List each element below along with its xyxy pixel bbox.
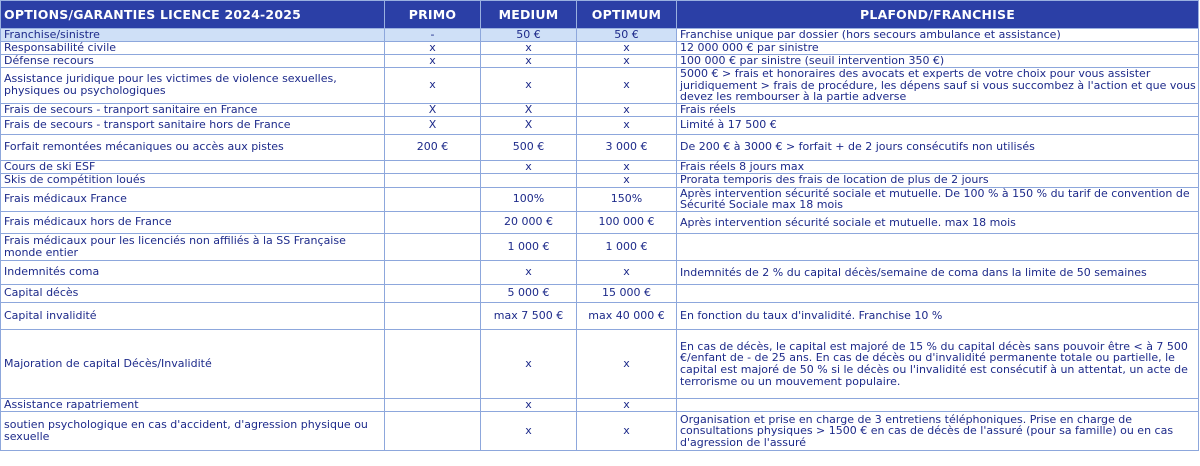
row-label: soutien psychologique en cas d'accident, d'agression physique ou sexuelle: [1, 411, 385, 450]
cell-medium: 500 €: [481, 134, 577, 160]
table-row: [1, 173, 1199, 187]
table-row: [1, 160, 1199, 173]
cell-medium: x: [481, 42, 577, 55]
row-label: Défense recours: [1, 55, 385, 68]
table-row: [1, 260, 1199, 284]
table-row: [1, 103, 1199, 116]
table-header-row: [1, 1, 1199, 29]
cell-optimum: 1 000 €: [577, 233, 677, 260]
cell-plafond: Après intervention sécurité sociale et mutuelle. De 100 % à 150 % du tarif de convention de Sécurité Sociale max 18 mois: [677, 187, 1199, 211]
cell-primo: [385, 187, 481, 211]
cell-medium: x: [481, 411, 577, 450]
table-row: [1, 284, 1199, 302]
header-primo: PRIMO: [385, 1, 481, 29]
cell-primo: X: [385, 116, 481, 134]
cell-medium: max 7 500 €: [481, 302, 577, 329]
cell-plafond: 100 000 € par sinistre (seuil intervention 350 €): [677, 55, 1199, 68]
cell-optimum: x: [577, 398, 677, 411]
header-optimum: OPTIMUM: [577, 1, 677, 29]
row-label: Skis de compétition loués: [1, 173, 385, 187]
cell-medium: x: [481, 160, 577, 173]
cell-primo: [385, 284, 481, 302]
cell-plafond: 12 000 000 € par sinistre: [677, 42, 1199, 55]
cell-medium: [481, 173, 577, 187]
cell-plafond: [677, 233, 1199, 260]
cell-optimum: x: [577, 116, 677, 134]
cell-optimum: 100 000 €: [577, 211, 677, 233]
table-row: [1, 42, 1199, 55]
cell-optimum: 3 000 €: [577, 134, 677, 160]
table-row: [1, 329, 1199, 398]
cell-primo: x: [385, 68, 481, 104]
cell-plafond: De 200 € à 3000 € > forfait + de 2 jours consécutifs non utilisés: [677, 134, 1199, 160]
cell-optimum: max 40 000 €: [577, 302, 677, 329]
row-label: Frais médicaux hors de France: [1, 211, 385, 233]
table-row: [1, 233, 1199, 260]
row-label: Frais de secours - tranport sanitaire en France: [1, 103, 385, 116]
table-row: [1, 211, 1199, 233]
cell-medium: x: [481, 55, 577, 68]
row-label: Responsabilité civile: [1, 42, 385, 55]
cell-medium: X: [481, 103, 577, 116]
row-label: Indemnités coma: [1, 260, 385, 284]
row-label: Franchise/sinistre: [1, 29, 385, 42]
cell-plafond: Prorata temporis des frais de location de plus de 2 jours: [677, 173, 1199, 187]
cell-optimum: x: [577, 42, 677, 55]
cell-plafond: Limité à 17 500 €: [677, 116, 1199, 134]
cell-plafond: En cas de décès, le capital est majoré de 15 % du capital décès sans pouvoir être < à 7 500 €/enfant de - de 25 ans. En cas de décès ou d'invalidité permanente totale ou partielle, le capital est majoré de 50 % si le décès ou l'invalidité est consécutif à un attentat, un acte de terrorisme ou un mouvement populaire.: [677, 329, 1199, 398]
cell-primo: [385, 260, 481, 284]
cell-medium: x: [481, 329, 577, 398]
cell-medium: x: [481, 68, 577, 104]
cell-optimum: x: [577, 160, 677, 173]
cell-medium: 1 000 €: [481, 233, 577, 260]
table-row: [1, 134, 1199, 160]
table-row: [1, 187, 1199, 211]
table-row: [1, 116, 1199, 134]
cell-optimum: 15 000 €: [577, 284, 677, 302]
cell-medium: 20 000 €: [481, 211, 577, 233]
cell-medium: x: [481, 398, 577, 411]
cell-primo: [385, 173, 481, 187]
cell-primo: 200 €: [385, 134, 481, 160]
table-row: [1, 411, 1199, 450]
row-label: Cours de ski ESF: [1, 160, 385, 173]
cell-optimum: 150%: [577, 187, 677, 211]
cell-plafond: En fonction du taux d'invalidité. Franchise 10 %: [677, 302, 1199, 329]
cell-optimum: 50 €: [577, 29, 677, 42]
cell-medium: 50 €: [481, 29, 577, 42]
cell-plafond: Organisation et prise en charge de 3 entretiens téléphoniques. Prise en charge de consultations physiques > 1500 € en cas de décès de l'assuré (pour sa famille) ou en cas d'agression de l'assuré: [677, 411, 1199, 450]
cell-plafond: 5000 € > frais et honoraires des avocats et experts de votre choix pour vous assister juridiquement > frais de procédure, les dépens sauf si vous succombez à l'action et que vous devez les rembourser à la partie adverse: [677, 68, 1199, 104]
cell-optimum: x: [577, 103, 677, 116]
header-options: OPTIONS/GARANTIES LICENCE 2024-2025: [1, 1, 385, 29]
cell-medium: X: [481, 116, 577, 134]
table-row: [1, 68, 1199, 104]
header-medium: MEDIUM: [481, 1, 577, 29]
header-plafond: PLAFOND/FRANCHISE: [677, 1, 1199, 29]
cell-primo: [385, 329, 481, 398]
cell-primo: [385, 233, 481, 260]
cell-optimum: x: [577, 68, 677, 104]
cell-plafond: Indemnités de 2 % du capital décès/semaine de coma dans la limite de 50 semaines: [677, 260, 1199, 284]
cell-primo: x: [385, 42, 481, 55]
cell-plafond: Après intervention sécurité sociale et mutuelle. max 18 mois: [677, 211, 1199, 233]
cell-plafond: Frais réels 8 jours max: [677, 160, 1199, 173]
cell-primo: [385, 211, 481, 233]
cell-primo: [385, 302, 481, 329]
cell-optimum: x: [577, 411, 677, 450]
row-label: Forfait remontées mécaniques ou accès aux pistes: [1, 134, 385, 160]
cell-medium: 100%: [481, 187, 577, 211]
table-row: [1, 29, 1199, 42]
cell-primo: X: [385, 103, 481, 116]
table-row: [1, 302, 1199, 329]
row-label: Frais médicaux pour les licenciés non affiliés à la SS Française monde entier: [1, 233, 385, 260]
row-label: Majoration de capital Décès/Invalidité: [1, 329, 385, 398]
cell-optimum: x: [577, 55, 677, 68]
row-label: Frais de secours - transport sanitaire hors de France: [1, 116, 385, 134]
cell-primo: [385, 411, 481, 450]
cell-medium: x: [481, 260, 577, 284]
cell-medium: 5 000 €: [481, 284, 577, 302]
cell-primo: -: [385, 29, 481, 42]
cell-optimum: x: [577, 329, 677, 398]
cell-primo: [385, 160, 481, 173]
cell-plafond: [677, 284, 1199, 302]
row-label: Assistance rapatriement: [1, 398, 385, 411]
cell-plafond: [677, 398, 1199, 411]
table-row: [1, 55, 1199, 68]
cell-primo: [385, 398, 481, 411]
cell-plafond: Frais réels: [677, 103, 1199, 116]
cell-optimum: x: [577, 260, 677, 284]
row-label: Capital invalidité: [1, 302, 385, 329]
cell-optimum: x: [577, 173, 677, 187]
cell-primo: x: [385, 55, 481, 68]
table-row: [1, 398, 1199, 411]
cell-plafond: Franchise unique par dossier (hors secours ambulance et assistance): [677, 29, 1199, 42]
row-label: Assistance juridique pour les victimes de violence sexuelles, physiques ou psychologiques: [1, 68, 385, 104]
row-label: Frais médicaux France: [1, 187, 385, 211]
row-label: Capital décès: [1, 284, 385, 302]
